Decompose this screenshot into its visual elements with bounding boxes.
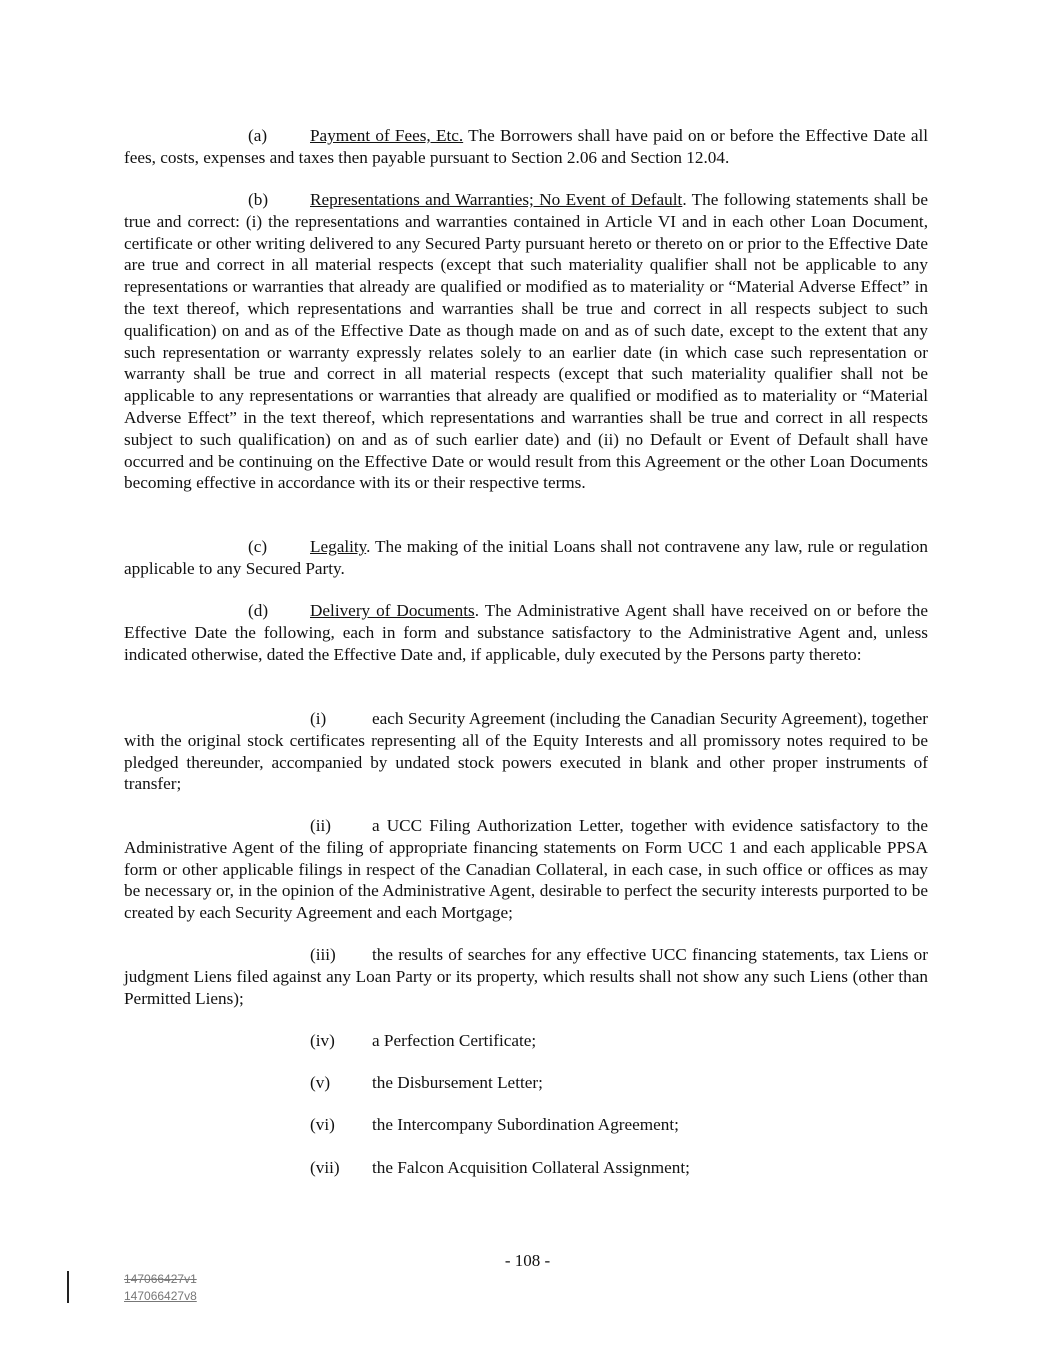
subitem-i-text: each Security Agreement (including the Canadian Security Agreement), together with the original stock certificates representing all of the Equity Interests and all promissory notes required to be pledged thereunder, accompanied by undated stock powers executed in blank and other proper instruments of transfer;	[124, 709, 928, 794]
revision-bar	[67, 1271, 69, 1303]
subitem-vii-label: (vii)	[310, 1158, 340, 1177]
section-b-label: (b)	[248, 190, 269, 209]
section-c-heading: Legality	[310, 537, 367, 556]
subitem-iii-label: (iii)	[310, 945, 336, 964]
section-d-label: (d)	[248, 601, 269, 620]
section-a-label: (a)	[248, 126, 268, 145]
subitem-ii	[124, 815, 928, 924]
subitem-ii-text: a UCC Filing Authorization Letter, together with evidence satisfactory to the Administrative Agent of the filing of appropriate financing statements on Form UCC 1 and each applicable PPSA form or other applicable filings in respect of the Canadian Collateral, in each case, in such office or offices as may be necessary or, in the opinion of the Administrative Agent, desirable to perfect the security interests purported to be created by each Security Agreement and each Mortgage;	[124, 816, 928, 923]
subitem-i-label: (i)	[310, 709, 327, 728]
subitem-v-text: the Disbursement Letter;	[372, 1073, 543, 1092]
subitem-ii-label: (ii)	[310, 816, 331, 835]
subitem-vii-text: the Falcon Acquisition Collateral Assignment;	[372, 1158, 690, 1177]
section-b	[124, 189, 928, 494]
subitem-iii	[124, 944, 928, 1009]
doc-id-inserted: 147066427v8	[124, 1289, 197, 1303]
section-a-heading: Payment of Fees, Etc.	[310, 126, 464, 145]
section-d	[124, 600, 928, 665]
section-c-label: (c)	[248, 537, 268, 556]
page-number: - 108 -	[504, 1251, 551, 1270]
section-b-heading: Representations and Warranties; No Event of Default	[310, 190, 683, 209]
subitem-vi-label: (vi)	[310, 1115, 335, 1134]
subitem-iv-text: a Perfection Certificate;	[372, 1031, 537, 1050]
subitem-i	[124, 708, 928, 795]
section-d-body: . The Administrative Agent shall have received on or before the Effective Date the following, each in form and substance satisfactory to the Administrative Agent and, unless indicated otherwise, dated the Effective Date and, if applicable, duly executed by the Persons party thereto:	[124, 601, 928, 664]
subitem-iii-text: the results of searches for any effective UCC financing statements, tax Liens or judgment Liens filed against any Loan Party or its property, which results shall not show any such Liens (other than Permitted Liens);	[124, 945, 928, 1008]
section-d-heading: Delivery of Documents	[310, 601, 475, 620]
subitem-vi-text: the Intercompany Subordination Agreement;	[372, 1115, 679, 1134]
section-c	[124, 536, 928, 580]
section-a-body: The Borrowers shall have paid on or before the Effective Date all fees, costs, expenses and taxes then payable pursuant to Section 2.06 and Section 12.04.	[124, 126, 928, 167]
section-c-body: . The making of the initial Loans shall not contravene any law, rule or regulation applicable to any Secured Party.	[124, 537, 928, 578]
section-b-body: . The following statements shall be true and correct: (i) the representations and warranties contained in Article VI and in each other Loan Document, certificate or other writing delivered to any Secured Party pursuant hereto or thereto on or prior to the Effective Date are true and correct in all material respects (except that such materiality qualifier shall not be applicable to any representations or warranties that already are qualified or modified as to materiality or “Material Adverse Effect” in the text thereof, which representations and warranties shall be true and correct in all respects subject to such qualification) on and as of the Effective Date as though made on and as of such date, except to the extent that any such representation or warranty expressly relates solely to an earlier date (in which case such representation or warranty shall be true and correct in all material respects (except that such materiality qualifier shall not be applicable to any representations or warranties that already are qualified or modified as to materiality or “Material Adverse Effect” in the text thereof, which representations and warranties shall be true and correct in all respects subject to such qualification) on and as of such earlier date) and (ii) no Default or Event of Default shall have occurred and be continuing on the Effective Date or would result from this Agreement or the other Loan Documents becoming effective in accordance with its or their respective terms.	[124, 190, 928, 493]
doc-id-deleted: 147066427v1	[124, 1272, 197, 1286]
subitem-iv-label: (iv)	[310, 1031, 335, 1050]
section-a	[124, 125, 928, 169]
subitem-v-label: (v)	[310, 1073, 331, 1092]
